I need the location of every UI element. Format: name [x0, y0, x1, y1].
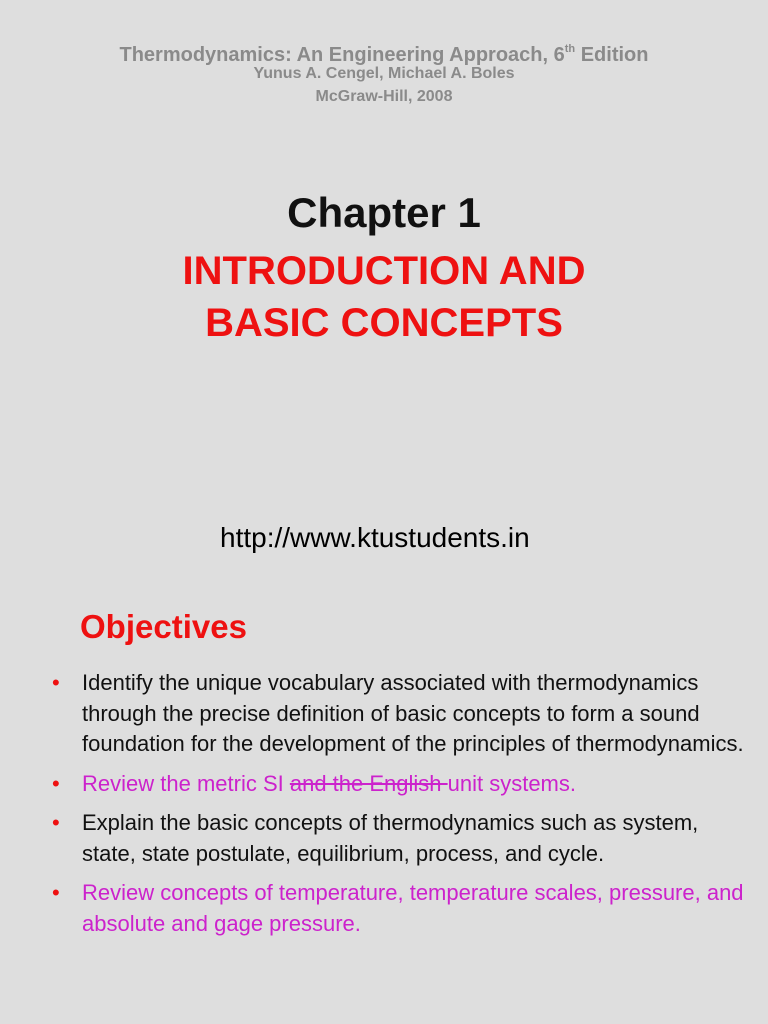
- objective-text: Review concepts of temperature, temperature scales, pressure, and absolute and gage pressure.: [82, 880, 744, 936]
- objective-text: Identify the unique vocabulary associated with thermodynamics through the precise definition of basic concepts to form a sound foundation for the development of the principles of thermodynamics.: [82, 670, 744, 756]
- objective-text-post: unit systems.: [447, 770, 576, 796]
- website-url: http://www.ktustudents.in: [220, 522, 530, 553]
- chapter-title: [0, 245, 768, 349]
- book-title-text: Thermodynamics: An Engineering Approach, 6: [119, 44, 565, 66]
- chapter-title-line-2: BASIC CONCEPTS: [205, 301, 563, 345]
- objective-item-vocabulary: [52, 668, 752, 760]
- objective-item-temperature-pressure: [52, 878, 752, 939]
- book-title-suffix: Edition: [575, 44, 649, 66]
- bullet-icon: •: [52, 770, 60, 796]
- objective-item-unit-systems: [52, 769, 752, 800]
- bullet-icon: •: [52, 880, 60, 905]
- book-title-superscript: th: [564, 43, 576, 55]
- authors: Yunus A. Cengel, Michael A. Boles: [253, 65, 515, 82]
- chapter-title-line-1: INTRODUCTION AND: [182, 249, 586, 293]
- objectives-heading: Objectives: [80, 608, 247, 645]
- objectives-list: [52, 668, 752, 948]
- objective-text-struck: and the English: [289, 770, 448, 796]
- objective-item-basic-concepts: [52, 808, 752, 869]
- chapter-label: Chapter 1: [287, 189, 481, 236]
- objective-text-pre: Review the metric SI: [82, 770, 290, 796]
- bullet-icon: •: [52, 670, 60, 695]
- bullet-icon: •: [52, 810, 60, 835]
- objective-text: Explain the basic concepts of thermodynamics such as system, state, state postulate, equilibrium, process, and cycle.: [82, 810, 699, 866]
- publisher: McGraw-Hill, 2008: [315, 88, 453, 105]
